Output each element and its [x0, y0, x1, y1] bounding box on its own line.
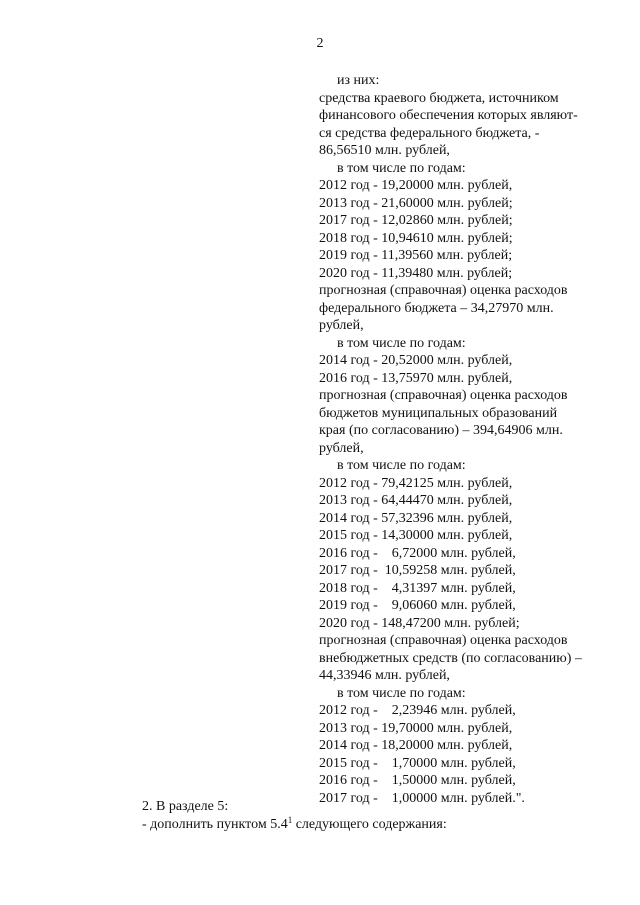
- year-amount-line: 2012 год - 79,42125 млн. рублей,: [319, 475, 513, 491]
- year-amount-line: 2013 год - 64,44470 млн. рублей,: [319, 493, 513, 508]
- year-amount-line: 2014 год - 20,52000 млн. рублей,: [319, 353, 513, 368]
- year-amount-line: 2019 год - 11,39560 млн. рублей;: [319, 248, 513, 263]
- by-years-label: в том числе по годам:: [337, 685, 466, 701]
- year-amount-line: 2020 год - 148,47200 млн. рублей;: [319, 615, 520, 631]
- section-instruction: [142, 816, 622, 834]
- by-years-label: в том числе по годам:: [337, 458, 466, 473]
- year-amount-line: 2017 год - 12,02860 млн. рублей;: [319, 213, 513, 228]
- year-amount-line: 2014 год - 57,32396 млн. рублей,: [319, 510, 513, 526]
- year-amount-line: 2016 год - 1,50000 млн. рублей,: [319, 773, 516, 788]
- federal-source-line: ся средства федерального бюджета, -: [319, 125, 540, 141]
- extrabudget-estimate-line: прогнозная (справочная) оценка расходов: [319, 633, 568, 648]
- section-heading: 2. В разделе 5:: [142, 799, 229, 814]
- municipal-estimate-line: края (по согласованию) – 394,64906 млн.: [319, 423, 563, 438]
- federal-source-total: 86,56510 млн. рублей,: [319, 143, 450, 158]
- year-amount-line: 2017 год - 1,00000 млн. рублей.".: [319, 790, 525, 806]
- year-amount-line: 2014 год - 18,20000 млн. рублей,: [319, 738, 513, 753]
- instruction-text-tail: следующего содержания:: [292, 816, 447, 832]
- year-amount-line: 2016 год - 13,75970 млн. рублей,: [319, 370, 513, 386]
- year-amount-line: 2013 год - 19,70000 млн. рублей,: [319, 720, 513, 736]
- federal-source-line: средства краевого бюджета, источником: [319, 90, 559, 106]
- municipal-estimate-line: рублей,: [319, 440, 364, 456]
- year-amount-line: 2015 год - 1,70000 млн. рублей,: [319, 755, 516, 771]
- year-amount-line: 2020 год - 11,39480 млн. рублей;: [319, 265, 513, 281]
- instruction-text: - дополнить пунктом 5.4: [142, 816, 288, 832]
- intro-line: из них:: [337, 73, 380, 88]
- municipal-estimate-line: бюджетов муниципальных образований: [319, 405, 558, 421]
- municipal-estimate-line: прогнозная (справочная) оценка расходов: [319, 388, 568, 403]
- year-amount-line: 2018 год - 10,94610 млн. рублей;: [319, 230, 513, 246]
- section-amendment: [142, 798, 622, 833]
- year-amount-line: 2017 год - 10,59258 млн. рублей,: [319, 563, 516, 578]
- by-years-label: в том числе по годам:: [337, 160, 466, 176]
- instruction-superscript: 1: [287, 814, 293, 825]
- year-amount-line: 2018 год - 4,31397 млн. рублей,: [319, 580, 516, 596]
- extrabudget-estimate-line: внебюджетных средств (по согласованию) –: [319, 650, 582, 666]
- federal-source-line: финансового обеспечения которых являют-: [319, 108, 578, 123]
- year-amount-line: 2012 год - 2,23946 млн. рублей,: [319, 703, 516, 718]
- extrabudget-estimate-line: 44,33946 млн. рублей,: [319, 668, 450, 683]
- page-number: 2: [316, 36, 324, 51]
- federal-estimate-line: рублей,: [319, 318, 364, 333]
- federal-estimate-line: федерального бюджета – 34,27970 млн.: [319, 300, 554, 316]
- year-amount-line: 2013 год - 21,60000 млн. рублей;: [319, 195, 513, 211]
- by-years-label: в том числе по годам:: [337, 335, 466, 351]
- year-amount-line: 2019 год - 9,06060 млн. рублей,: [319, 598, 516, 613]
- year-amount-line: 2015 год - 14,30000 млн. рублей,: [319, 528, 513, 543]
- year-amount-line: 2012 год - 19,20000 млн. рублей,: [319, 178, 513, 193]
- year-amount-line: 2016 год - 6,72000 млн. рублей,: [319, 545, 516, 561]
- federal-estimate-line: прогнозная (справочная) оценка расходов: [319, 283, 568, 298]
- funding-details-column: [319, 72, 609, 807]
